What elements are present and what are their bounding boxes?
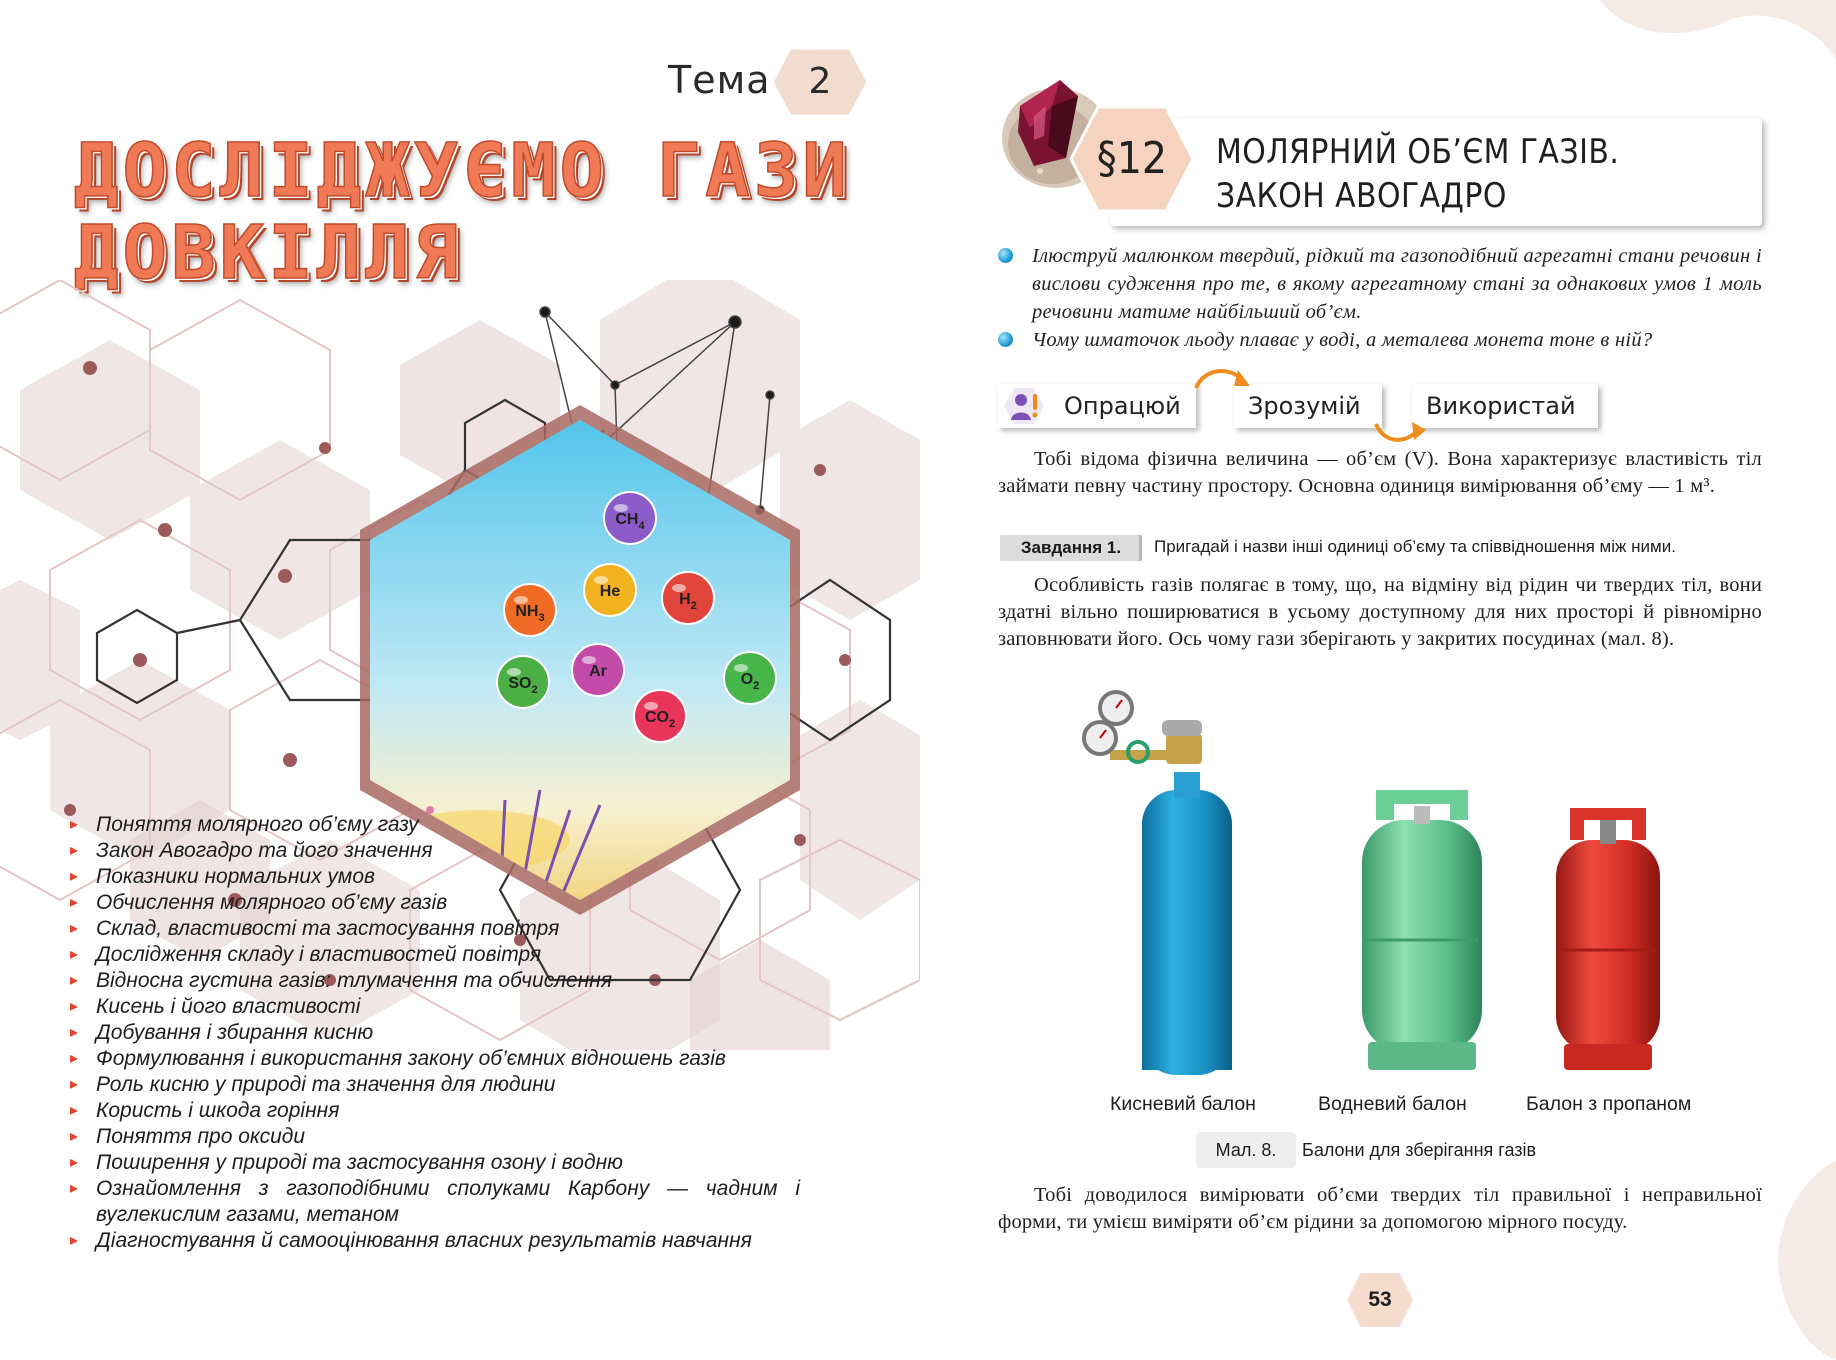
chapter-topics-list (70, 812, 800, 1254)
molecule-balloon (662, 572, 714, 624)
section-title-line-1: МОЛЯРНИЙ ОБ’ЄМ ГАЗІВ. (1216, 132, 1620, 172)
molecule-formula: $O_2$ (740, 671, 760, 692)
chapter-title-line-2: ДОВКІЛЛЯ (74, 210, 463, 296)
theme-number: 2 (808, 61, 832, 102)
molecule-balloon (497, 656, 549, 708)
molecule-balloon (504, 584, 556, 636)
molecule-balloon (604, 492, 656, 544)
student-thinking-icon (1004, 386, 1044, 426)
molecule-formula: He (599, 583, 621, 600)
topic-item: ▸ Добування і збирання кисню (70, 1020, 800, 1046)
molecule-formula: $SO_2$ (508, 675, 538, 696)
caption-propane-cylinder: Балон з пропаном (1526, 1093, 1692, 1115)
topic-item: ▸ Обчислення молярного об’єму газів (70, 890, 800, 916)
caption-hydrogen-cylinder: Водневий балон (1318, 1093, 1467, 1115)
question-item (998, 242, 1762, 326)
topic-item: ▸ Показники нормальних умов (70, 864, 800, 890)
bullet-dot-icon (998, 248, 1013, 263)
topic-item: ▸ Дослідження складу і властивостей повітря (70, 942, 800, 968)
molecule-balloon (584, 564, 636, 616)
molecule-formula: $CO_2$ (644, 709, 676, 730)
topic-item: ▸ Склад, властивості та застосування повітря (70, 916, 800, 942)
molecule-formula: $CH_4$ (615, 511, 645, 532)
figure-caption: Балони для зберігання газів (1302, 1140, 1537, 1160)
molecule-balloon (634, 690, 686, 742)
step-arrows (1180, 360, 1440, 450)
decorative-corner-shape (1600, 0, 1836, 90)
topic-item: ▸ Поняття про оксиди (70, 1124, 800, 1150)
hydrogen-cylinder (1362, 790, 1482, 1070)
theme-label: Тема (668, 58, 771, 102)
gas-cylinders-illustration (1050, 690, 1770, 1090)
topic-item: ▸ Закон Авогадро та його значення (70, 838, 800, 864)
molecule-formula: Ar (589, 663, 607, 680)
curved-arrow-icon (1376, 424, 1418, 440)
question-text: Ілюструй малюнком твердий, рідкий та газоподібний агрегатні стани речовин і вислови судження про те, в якому агрегатному стані за однакових умов 1 моль речовини матиме найбільший об’єм. (1032, 245, 1762, 323)
molecule-formula: $NH_3$ (515, 603, 545, 624)
molecule-balloon (724, 652, 776, 704)
figure-label: Мал. 8. (1196, 1132, 1296, 1168)
topic-item: ▸ Ознайомлення з газоподібними сполуками Карбону — чадним і вуглекислим газами, метаном (70, 1176, 800, 1228)
topic-item: ▸ Кисень і його властивості (70, 994, 800, 1020)
bullet-dot-icon (998, 332, 1013, 347)
step-understand: Зрозумій (1234, 384, 1382, 428)
caption-oxygen-cylinder: Кисневий балон (1110, 1093, 1256, 1115)
task-badge: Завдання 1. (1000, 535, 1142, 561)
topic-item: ▸ Користь і шкода горіння (70, 1098, 800, 1124)
paragraph-gases: Особливість газів полягає в тому, що, на відміну від рідин чи твердих тіл, вони здатні вільно поширюватися в усьому доступному для них просторі й рівномірно заповнювати його. Ось чому гази зберігають у закритих посудинах (мал. 8). (998, 574, 1762, 650)
section-number: §12 (1096, 133, 1168, 184)
molecule-formula: $H_2$ (679, 591, 697, 612)
question-item (998, 326, 1762, 354)
topic-item: ▸ Формулювання і використання закону об’ємних відношень газів (70, 1046, 800, 1072)
section-title-line-2: ЗАКОН АВОГАДРО (1216, 176, 1507, 216)
question-text: Чому шматочок льоду плаває у воді, а металева монета тоне в ній? (1032, 329, 1653, 351)
topic-item: ▸ Поширення у природі та застосування озону і водню (70, 1150, 800, 1176)
topic-item: ▸ Відносна густина газів: тлумачення та обчислення (70, 968, 800, 994)
step-process: Опрацюй (998, 384, 1196, 428)
propane-cylinder (1556, 808, 1660, 1070)
step-apply: Використай (1412, 384, 1598, 428)
topic-item: ▸ Діагностування й самооцінювання власних результатів навчання (70, 1228, 800, 1254)
topic-item: ▸ Роль кисню у природі та значення для людини (70, 1072, 800, 1098)
task-text: Пригадай і назви інші одиниці об’єму та співвідношення між ними. (1154, 537, 1676, 556)
molecule-balloon (572, 644, 624, 696)
chapter-title-line-1: ДОСЛІДЖУЄМО ГАЗИ (74, 128, 851, 214)
oxygen-cylinder (1084, 692, 1232, 1075)
paragraph-measuring: Тобі доводилося вимірювати об’єми твердих тіл правильної і неправильної форми, ти умієш виміряти об’єм рідини за допомогою мірного посуду. (998, 1184, 1762, 1233)
warmup-questions-list (998, 242, 1762, 354)
page-number: 53 (1368, 1288, 1392, 1311)
topic-item: ▸ Поняття молярного об’єму газу (70, 812, 800, 838)
paragraph-volume: Тобі відома фізична величина — об’єм (V). Вона характеризує властивість тіл займати певну частину простору. Основна одиниця вимірювання об’єму — 1 м³. (998, 448, 1762, 497)
